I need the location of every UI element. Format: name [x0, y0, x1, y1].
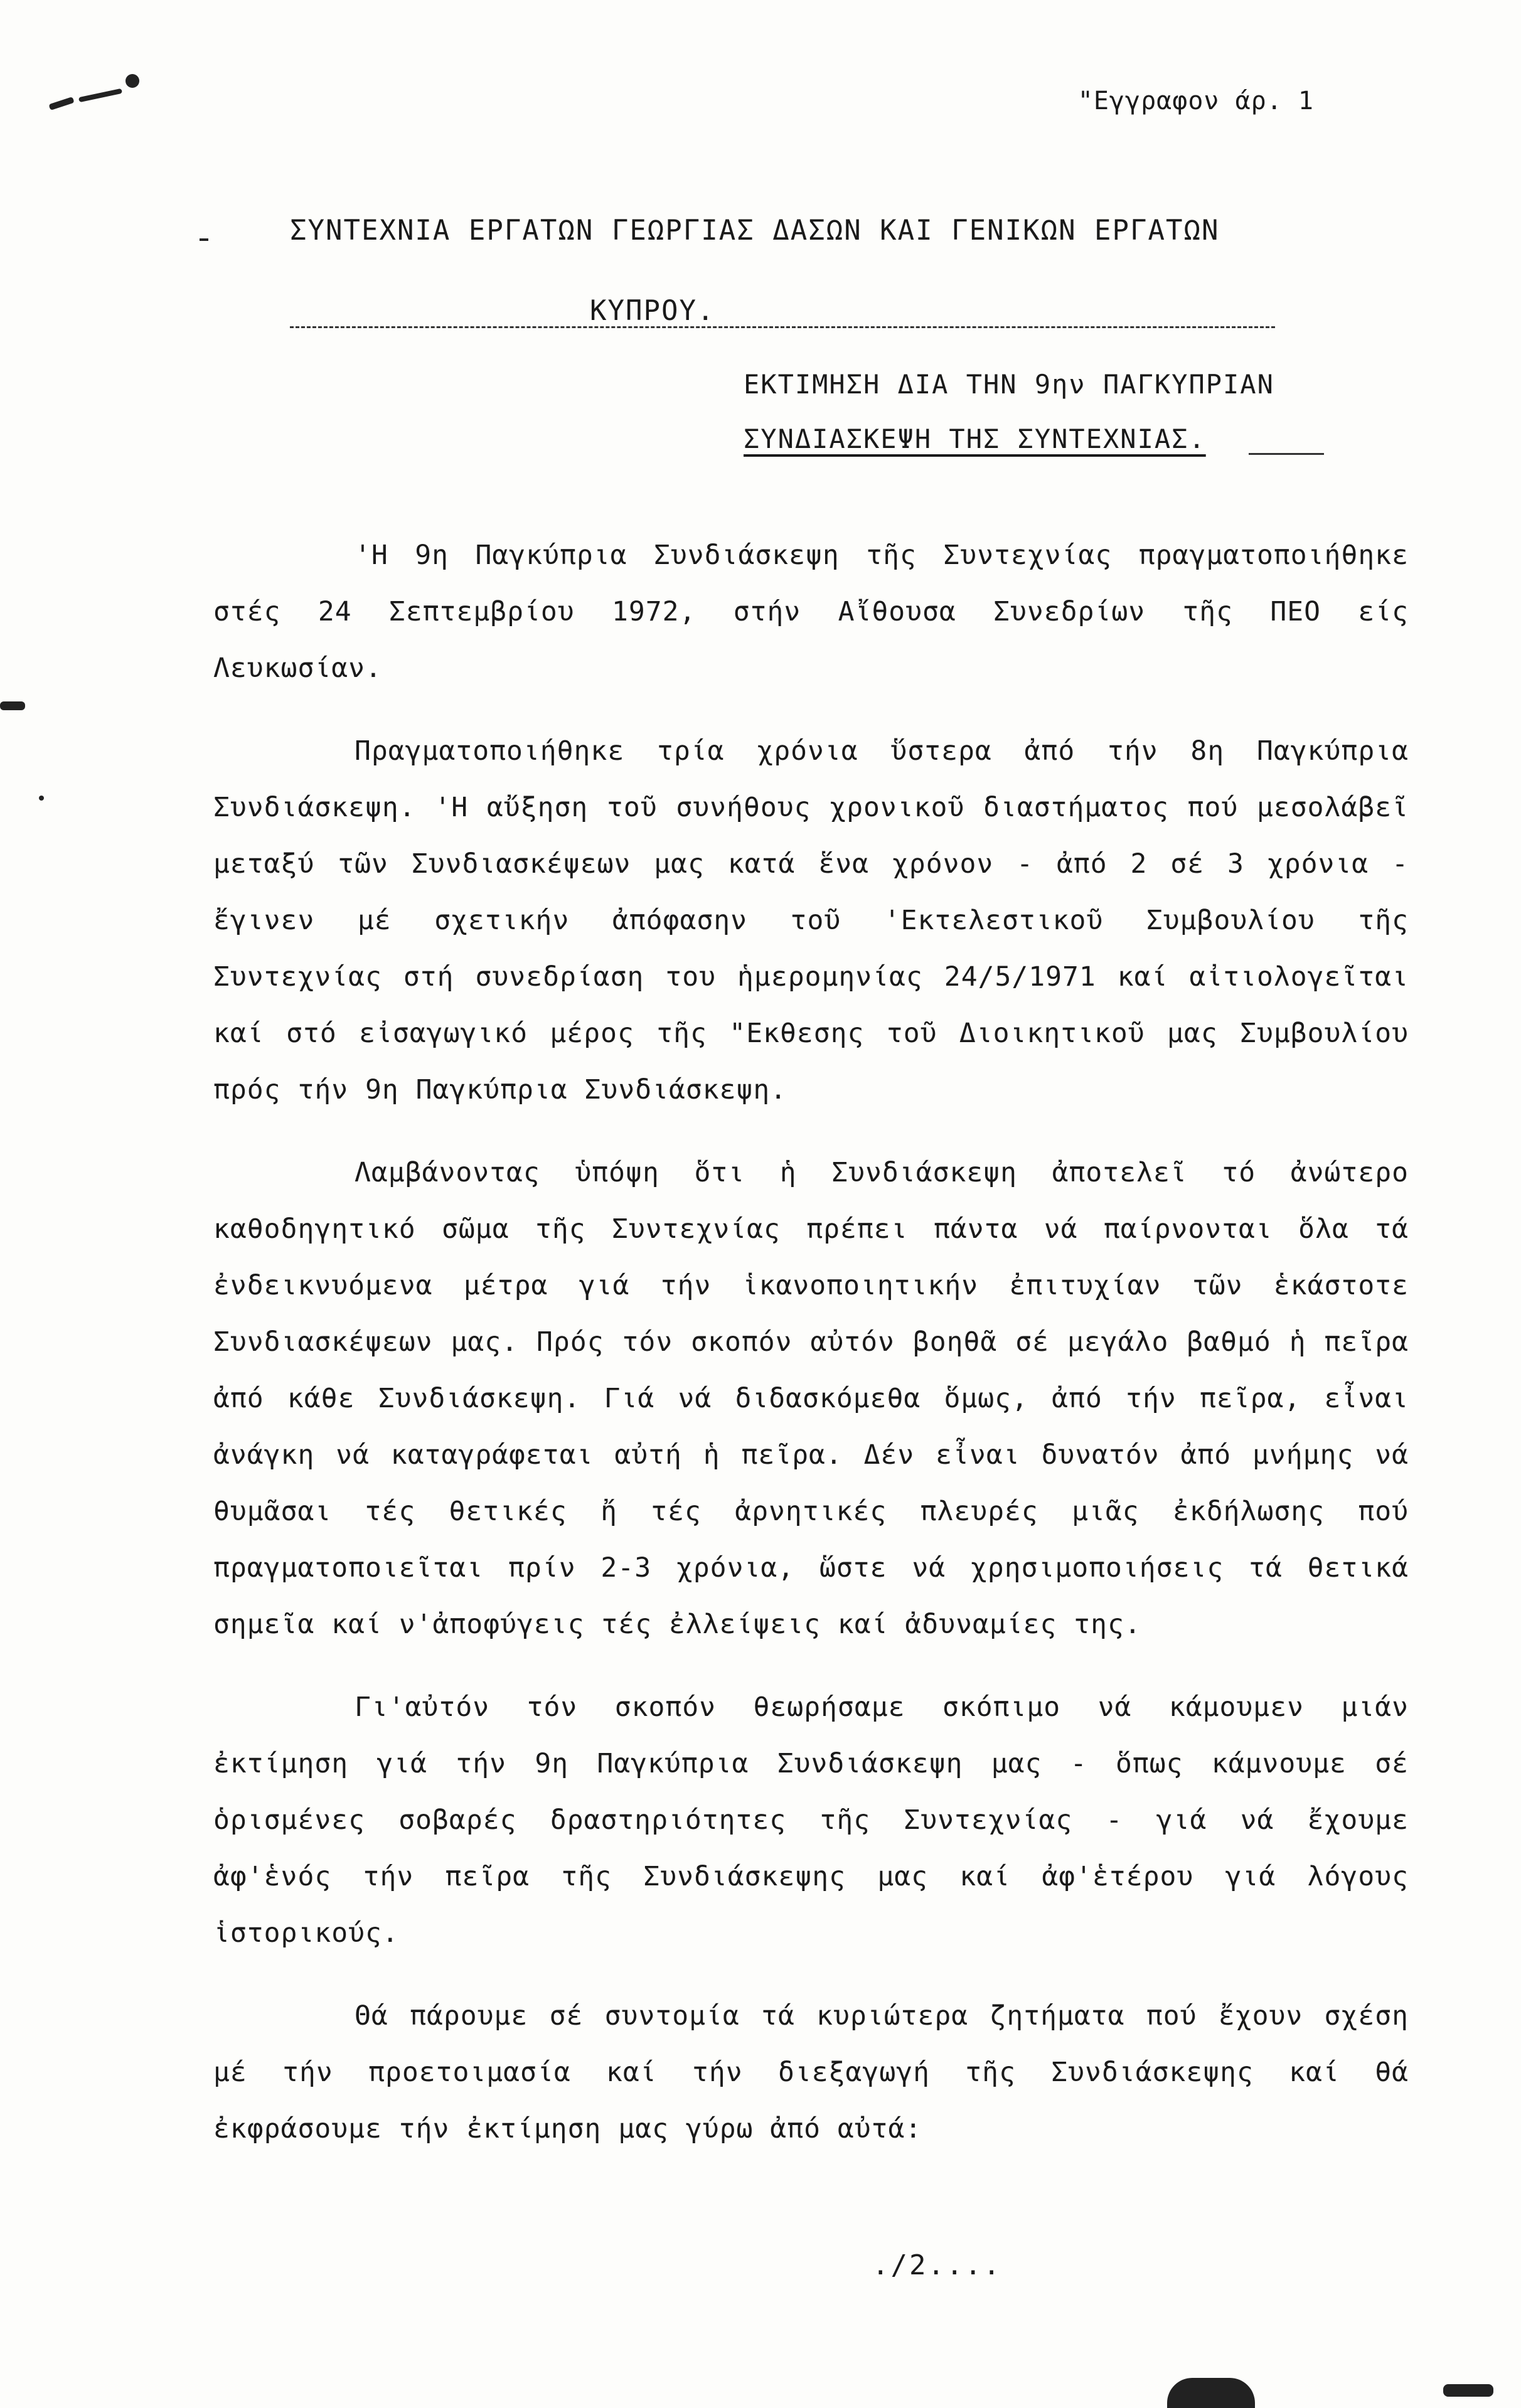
paragraph-3: Λαμβάνοντας ὑπόψη ὅτι ἡ Συνδιάσκεψη ἀποτελεῖ τό ἀνώτερο καθοδηγητικό σῶμα τῆς Συντεχνίας πρέπει πάντα νά παίρνονται ὅλα τά ἐνδεικνυόμενα μέτρα γιά τήν ἱκανοποιητικήν ἐπιτυχίαν τῶν ἑκάστοτε Συνδιασκέψεων μας. Πρός τόν σκοπόν αὐτόν βοηθᾶ σέ μεγάλο βαθμό ἡ πεῖρα ἀπό κάθε Συνδιάσκεψη. Γιά νά διδασκόμεθα ὅμως, ἀπό τήν πεῖρα, εἶναι ἀνάγκη νά καταγράφεται αὐτή ἡ πεῖρα. Δέν εἶναι δυνατόν ἀπό μνήμης νά θυμᾶσαι τές θετικές ἤ τές ἀρνητικές πλευρές μιᾶς ἐκδήλωσης πού πραγματοποιεῖται πρίν 2-3 χρόνια, ὥστε νά χρησιμοποιήσεις τά θετικά σημεῖα καί ν'ἀποφύγεις τές ἐλλείψεις καί ἀδυναμίες της. — [213, 1157, 1409, 1640]
scan-mark-top-left-3 — [125, 74, 139, 88]
organization-country: ΚΥΠΡΟΥ. — [590, 295, 715, 327]
continuation-marker: ./2.... — [872, 2249, 1002, 2281]
paragraph-2: Πραγματοποιήθηκε τρία χρόνια ὕστερα ἀπό τήν 8η Παγκύπρια Συνδιάσκεψη. 'Η αὔξηση τοῦ συνήθους χρονικοῦ διαστήματος πού μεσολάβεῖ μεταξύ τῶν Συνδιασκέψεων μας κατά ἕνα χρόνον - ἀπό 2 σέ 3 χρόνια - ἔγινεν μέ σχετικήν ἀπόφασην τοῦ 'Εκτελεστικοῦ Συμβουλίου τῆς Συντεχνίας στή συνεδρίαση του ἡμερομηνίας 24/5/1971 καί αἰτιολογεῖται καί στό εἰσαγωγικό μέρος τῆς "Εκθεσης τοῦ Διοικητικοῦ μας Συμβουλίου πρός τήν 9η Παγκύπρια Συνδιάσκεψη. — [213, 735, 1409, 1105]
scan-mark-bottom-right — [1443, 2384, 1493, 2397]
organization-title: ΣΥΝΤΕΧΝΙΑ ΕΡΓΑΤΩΝ ΓΕΩΡΓΙΑΣ ΔΑΣΩΝ ΚΑΙ ΓΕΝΙΚΩΝ ΕΡΓΑΤΩΝ — [290, 215, 1220, 247]
scan-mark-top-left — [48, 97, 74, 110]
subtitle-underline — [1249, 453, 1324, 455]
document-subtitle-line2: ΣΥΝΔΙΑΣΚΕΨΗ ΤΗΣ ΣΥΝΤΕΧΝΙΑΣ. — [744, 424, 1206, 454]
paragraph-1: 'Η 9η Παγκύπρια Συνδιάσκεψη τῆς Συντεχνίας πραγματοποιήθηκε στές 24 Σεπτεμβρίου 1972, στήν Αἴθουσα Συνεδρίων τῆς ΠΕΟ είς Λευκωσίαν. — [213, 540, 1409, 684]
scan-mark-top-left-2 — [78, 88, 122, 102]
scan-dot-header — [200, 238, 208, 241]
document-body — [213, 527, 1409, 2183]
document-number: "Εγγραφον άρ. 1 — [1077, 87, 1314, 115]
paragraph-4: Γι'αὐτόν τόν σκοπόν θεωρήσαμε σκόπιμο νά κάμουμεν μιάν ἐκτίμηση γιά τήν 9η Παγκύπρια Συνδιάσκεψη μας - ὅπως κάμνουμε σέ ὁρισμένες σοβαρές δραστηριότητες τῆς Συντεχνίας - γιά νά ἔχουμε ἀφ'ἑνός τήν πεῖρα τῆς Συνδιάσκεψης μας καί ἀφ'ἑτέρου γιά λόγους ἱστορικούς. — [213, 1691, 1409, 1949]
scan-dot-left — [39, 796, 44, 801]
title-divider — [290, 326, 1275, 328]
paragraph-5: Θά πάρουμε σέ συντομία τά κυριώτερα ζητήματα πού ἔχουν σχέση μέ τήν προετοιμασία καί τήν διεξαγωγή τῆς Συνδιάσκεψης καί θά ἐκφράσουμε τήν ἐκτίμηση μας γύρω ἀπό αὐτά: — [213, 2000, 1409, 2144]
scan-blot-bottom — [1167, 2378, 1255, 2408]
document-subtitle-line1: ΕΚΤΙΜΗΣΗ ΔΙΑ ΤΗΝ 9ην ΠΑΓΚΥΠΡΙΑΝ — [744, 369, 1274, 400]
scan-mark-left-edge — [0, 701, 25, 710]
